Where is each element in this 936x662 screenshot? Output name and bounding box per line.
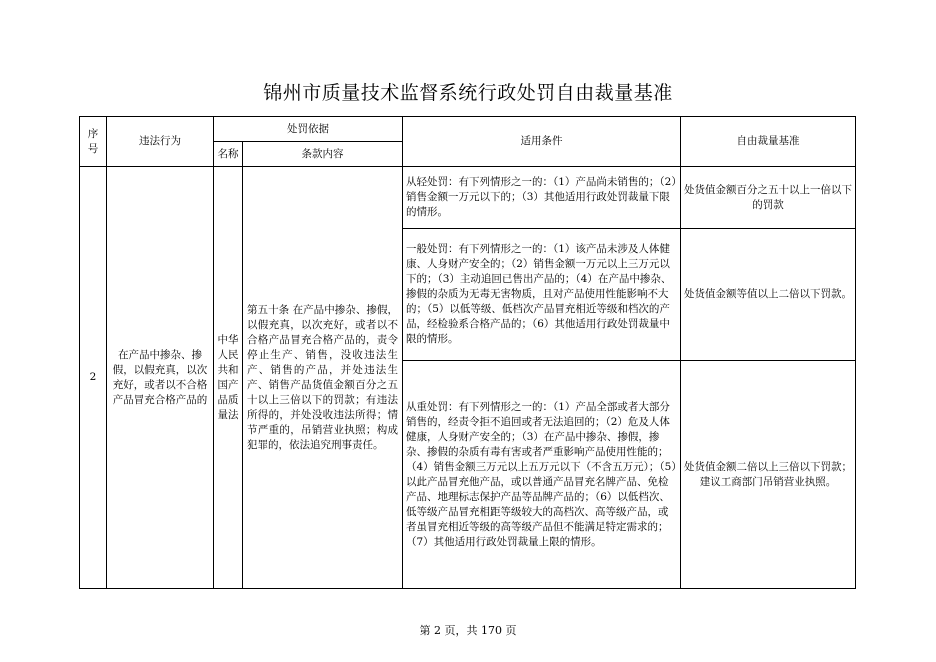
- penalty-standard-table: [79, 116, 856, 589]
- condition-lenient: 从轻处罚：有下列情形之一的：（1）产品尚未销售的；（2）销售金额一万元以下的；（3）其他适用行政处罚裁量下限的情形。: [403, 167, 681, 229]
- document-title: 锦州市质量技术监督系统行政处罚自由裁量基准: [263, 82, 673, 104]
- row-basis-name: 中华人民共和国产品质量法: [214, 167, 243, 589]
- header-row-1: [80, 117, 856, 142]
- table-row: [80, 167, 856, 229]
- header-basis: 处罚依据: [214, 117, 403, 142]
- row-seq: 2: [80, 167, 107, 589]
- header-seq: 序号: [80, 117, 107, 167]
- page-footer: 第 2 页，共 170 页: [419, 624, 517, 637]
- header-conditions: 适用条件: [403, 117, 681, 167]
- standard-lenient: 处货值金额百分之五十以上一倍以下的罚款: [681, 167, 856, 229]
- header-basis-clause: 条款内容: [243, 142, 403, 167]
- standard-severe: 处货值金额二倍以上三倍以下罚款；建议工商部门吊销营业执照。: [681, 361, 856, 589]
- row-basis-clause: 第五十条 在产品中掺杂、掺假，以假充真，以次充好，或者以不合格产品冒充合格产品的，责令停止生产、销售，没收违法生产、销售的产品，并处违法生产、销售产品货值金额百分之五十以上三倍以下的罚款；有违法所得的，并处没收违法所得；情节严重的，吊销营业执照；构成犯罪的，依法追究刑事责任。: [243, 167, 403, 589]
- header-basis-name: 名称: [214, 142, 243, 167]
- row-violation: 在产品中掺杂、掺假，以假充真，以次充好，或者以不合格产品冒充合格产品的: [107, 167, 214, 589]
- standard-general: 处货值金额等值以上二倍以下罚款。: [681, 229, 856, 361]
- condition-general: 一般处罚：有下列情形之一的：（1）该产品未涉及人体健康、人身财产安全的；（2）销售金额一万元以上三万元以下的；（3）主动追回已售出产品的；（4）在产品中掺杂、掺假的杂质为无毒无害物质，且对产品使用性能影响不大的；（5）以低等级、低档次产品冒充相近等级和档次的产品，经检验系合格产品的；（6）其他适用行政处罚裁量中限的情形。: [403, 229, 681, 361]
- header-standard: 自由裁量基准: [681, 117, 856, 167]
- header-violation: 违法行为: [107, 117, 214, 167]
- condition-severe: 从重处罚：有下列情形之一的：（1）产品全部或者大部分销售的，经责令拒不追回或者无法追回的；（2）危及人体健康，人身财产安全的；（3）在产品中掺杂、掺假，掺杂、掺假的杂质有毒有害或者严重影响产品使用性能的；（4）销售金额三万元以上五万元以下（不含五万元）；（5）以此产品冒充他产品，或以普通产品冒充名牌产品、免检产品、地理标志保护产品等品牌产品的；（6）以低档次、低等级产品冒充相距等级较大的高档次、高等级产品，或者虽冒充相近等级的高等级产品但不能满足特定需求的；（7）其他适用行政处罚裁量上限的情形。: [403, 361, 681, 589]
